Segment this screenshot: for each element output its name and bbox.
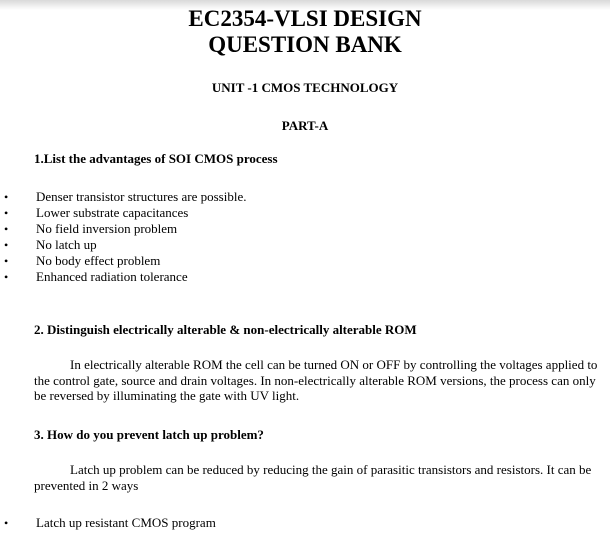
question-3-answer-list <box>0 515 216 531</box>
question-2: 2. Distinguish electrically alterable & non-electrically alterable ROM <box>34 322 417 337</box>
question-3: 3. How do you prevent latch up problem? <box>34 427 264 442</box>
question-1: 1.List the advantages of SOI CMOS process <box>34 151 278 166</box>
list-item: • Enhanced radiation tolerance <box>0 269 246 285</box>
document-title-line-2: QUESTION BANK <box>208 32 402 57</box>
list-item: • No field inversion problem <box>0 221 246 237</box>
list-item: • Lower substrate capacitances <box>0 205 246 221</box>
question-1-answer-list <box>0 189 246 285</box>
list-item: • No body effect problem <box>0 253 246 269</box>
document-title-line-1: EC2354-VLSI DESIGN <box>188 6 422 31</box>
question-3-answer: Latch up problem can be reduced by reducing the gain of parasitic transistors and resistors. It can be prevented in 2 ways <box>34 462 592 493</box>
question-2-answer: In electrically alterable ROM the cell can be turned ON or OFF by controlling the voltages applied to the control gate, source and drain voltages. In non-electrically alterable ROM versions, the process can only be reversed by illuminating the gate with UV light. <box>34 357 598 403</box>
unit-heading: UNIT -1 CMOS TECHNOLOGY <box>211 80 399 95</box>
list-item: • No latch up <box>0 237 246 253</box>
list-item: • Denser transistor structures are possible. <box>0 189 246 205</box>
list-item: • Latch up resistant CMOS program <box>0 515 216 531</box>
part-heading: PART-A <box>281 118 329 133</box>
